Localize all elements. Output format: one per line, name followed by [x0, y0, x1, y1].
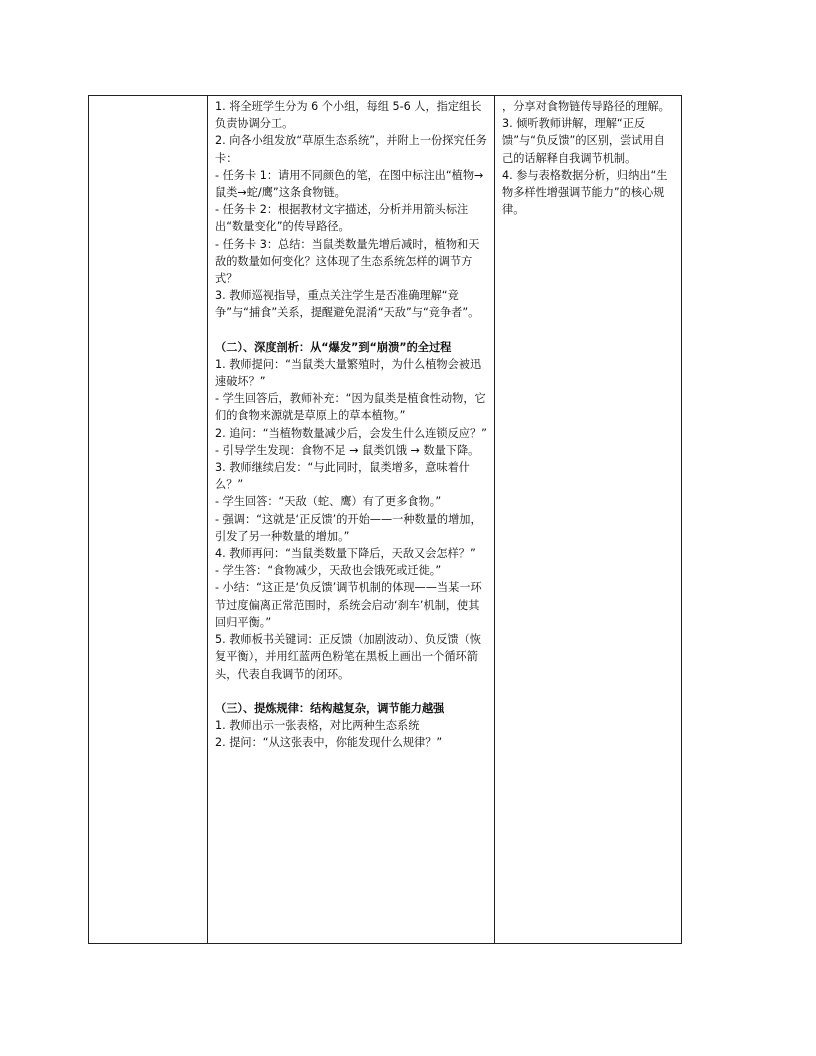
lesson-plan-table	[88, 95, 682, 944]
teacher-paragraph: 2. 向各小组发放“草原生态系统”，并附上一份探究任务卡：	[215, 134, 487, 165]
teacher-activity-text	[208, 96, 494, 751]
teacher-paragraph: - 引导学生发现：食物不足 → 鼠类饥饿 → 数量下降。	[215, 443, 480, 457]
student-activity-cell	[495, 96, 682, 944]
teacher-paragraph: 1. 教师提问：“当鼠类大量繁殖时，为什么植物会被迅速破坏？”	[215, 357, 482, 389]
teacher-paragraph: - 小结：“这正是‘负反馈’调节机制的体现——当某一环节过度偏离正常范围时，系统会启动‘刹车’机制，使其回归平衡。”	[215, 581, 482, 629]
teacher-paragraph: - 学生回答后，教师补充：“因为鼠类是植食性动物，它们的食物来源就是草原上的草本植物。”	[215, 392, 486, 423]
teacher-paragraph: - 任务卡 1：请用不同颜色的笔，在图中标注出“植物→鼠类→蛇/鹰”这条食物链。	[215, 168, 484, 200]
student-paragraph: 4. 参与表格数据分析，归纳出“生物多样性增强调节能力”的核心规律。	[502, 168, 668, 217]
teacher-paragraph: 3. 教师巡视指导，重点关注学生是否准确理解“竞争”与“捕食”关系，提醒避免混淆“天敌”与“竞争者”。	[215, 289, 480, 320]
teacher-paragraph: 2. 追问：“当植物数量减少后，会发生什么连锁反应？”	[215, 426, 487, 440]
stage-cell	[89, 96, 208, 944]
student-paragraph: 3. 倾听教师讲解，理解“正反馈”与“负反馈”的区别，尝试用自己的话解释自我调节机制。	[502, 117, 665, 165]
blank-line	[215, 322, 488, 339]
teacher-paragraph: 3. 教师继续启发：“与此同时，鼠类增多，意味着什么？”	[215, 461, 470, 492]
teacher-paragraph: - 强调：“这就是‘正反馈’的开始——一种数量的增加，引发了另一种数量的增加。”	[215, 512, 482, 543]
teacher-paragraph: 2. 提问：“从这张表中，你能发现什么规律？”	[215, 736, 443, 750]
section-heading: （三）、提炼规律：结构越复杂，调节能力越强	[215, 701, 445, 715]
teacher-paragraph: - 学生答：“食物减少，天敌也会饿死或迁徙。”	[215, 564, 442, 578]
teacher-paragraph: - 任务卡 3：总结：当鼠类数量先增后减时，植物和天敌的数量如何变化？这体现了生态系统怎样的调节方式？	[215, 237, 480, 286]
student-activity-text	[495, 96, 681, 218]
teacher-paragraph: 1. 将全班学生分为 6 个小组，每组 5-6 人，指定组长负责协调分工。	[215, 100, 482, 131]
teacher-paragraph: 4. 教师再问：“当鼠类数量下降后，天敌又会怎样？”	[215, 547, 476, 561]
teacher-paragraph: 1. 教师出示一张表格，对比两种生态系统	[215, 718, 420, 732]
blank-line	[215, 683, 488, 700]
teacher-activity-cell	[208, 96, 495, 944]
student-paragraph: ，分享对食物链传导路径的理解。	[502, 100, 670, 113]
teacher-paragraph: 5. 教师板书关键词：正反馈（加剧波动）、负反馈（恢复平衡），并用红蓝两色粉笔在黑板上画出一个循环箭头，代表自我调节的闭环。	[215, 633, 481, 681]
table-row	[89, 96, 682, 944]
section-heading: （二）、深度剖析：从“爆发”到“崩溃”的全过程	[215, 340, 452, 354]
teacher-paragraph: - 学生回答：“天敌（蛇、鹰）有了更多食物。”	[215, 495, 442, 509]
teacher-paragraph: - 任务卡 2：根据教材文字描述，分析并用箭头标注出“数量变化”的传导路径。	[215, 203, 469, 234]
